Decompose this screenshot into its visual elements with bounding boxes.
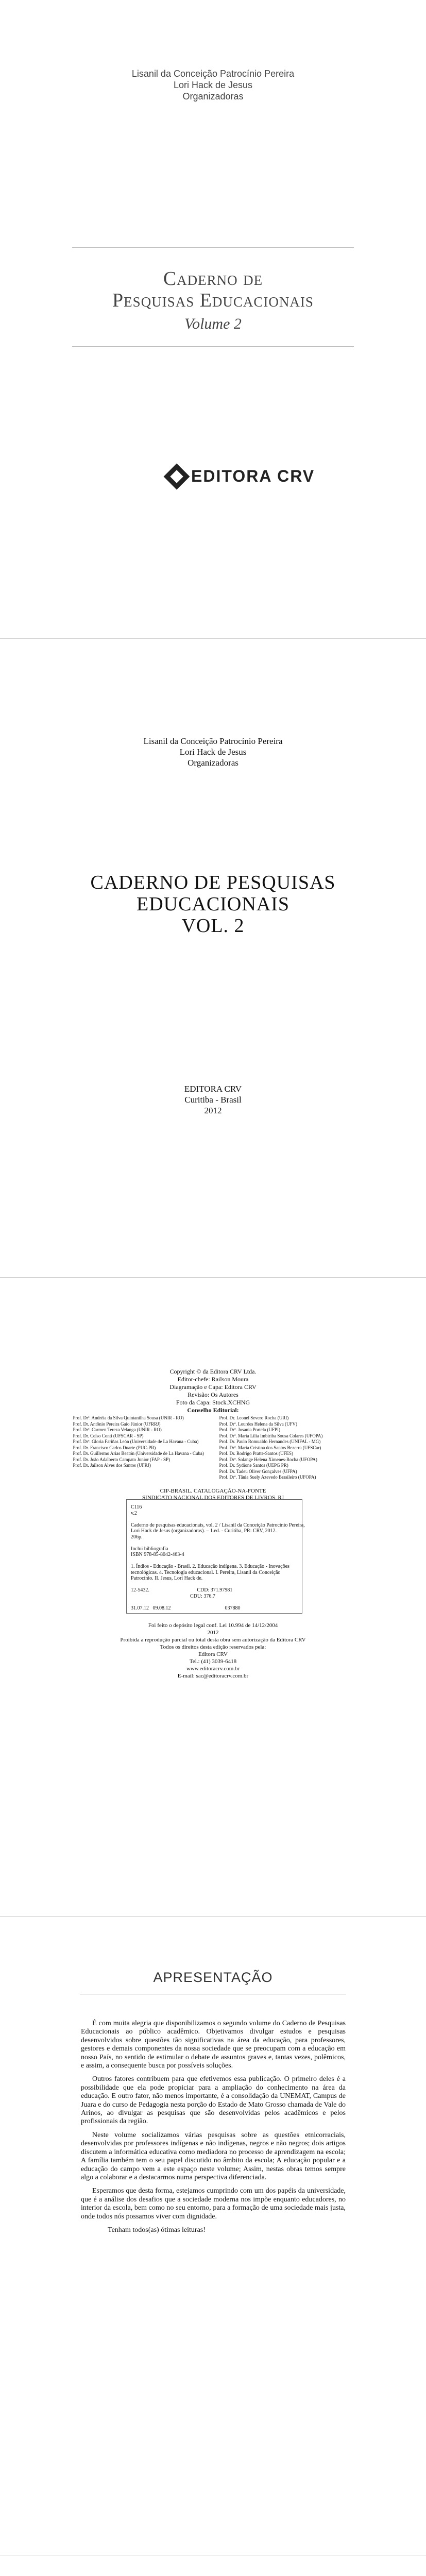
- tp-publisher: EDITORA CRV: [184, 1084, 242, 1094]
- title-page: [0, 639, 426, 1278]
- presentation-closing: Tenham todos(as) ótimas leituras!: [108, 2226, 206, 2234]
- title-page-organizers: [0, 736, 426, 768]
- publisher-logo: [167, 467, 315, 486]
- cover-name-1: Lisanil da Conceição Patrocínio Pereira: [131, 69, 295, 79]
- board-member: Prof. Dr. Guillermo Arias Beatón (Universidade de La Havana - Cuba): [73, 1451, 204, 1456]
- cover-bottom-rule: [72, 346, 354, 347]
- board-member: Prof. Drª. Josania Portela (UFPI): [219, 1427, 280, 1432]
- cip-line: C116: [131, 1504, 142, 1510]
- board-right-column: [219, 1415, 353, 1481]
- rights-notice: Proibida a reprodução parcial ou total desta obra sem autorização da Editora CRV: [120, 1637, 306, 1643]
- cip-line: 1. Índios - Educação - Brasil. 2. Educação indígena. 3. Educação - Inovações: [131, 1564, 289, 1569]
- tp-name-1: Lisanil da Conceição Patrocínio Pereira: [143, 736, 283, 746]
- board-member: Prof. Drª. Solange Helena Ximenes-Rocha (UFOPA): [219, 1456, 317, 1462]
- revision: Revisão: Os Autores: [188, 1391, 238, 1398]
- board-member: Prof. Drª. Andréia da Silva Quintanilha Sousa (UNIR - RO): [73, 1415, 184, 1420]
- board-member: Prof. Dr. Antônio Pereira Gaio Júnior (UFRRJ): [73, 1421, 161, 1427]
- presentation-body: [81, 2020, 346, 2240]
- legal-deposit: [0, 1622, 426, 1680]
- tp-organizers-label: Organizadoras: [188, 758, 238, 768]
- cover-name-2: Lori Hack de Jesus: [173, 80, 253, 90]
- board-member: Prof. Drª. Carmen Tereza Velanga (UNIR - RO): [73, 1427, 162, 1432]
- cover-organizers: [0, 68, 426, 102]
- legal-deposit-line: Foi feito o depósito legal conf. Lei 10.994 de 14/12/2004: [148, 1622, 278, 1629]
- tp-name-2: Lori Hack de Jesus: [179, 747, 247, 757]
- presentation-title: APRESENTAÇÃO: [153, 1970, 273, 1985]
- cip-line: v.2: [131, 1510, 137, 1516]
- tp-title-line3: VOL. 2: [181, 915, 245, 937]
- copyright-line: Copyright © da Editora CRV Ltda.: [169, 1368, 257, 1375]
- board-heading: Conselho Editorial:: [187, 1406, 239, 1414]
- presentation-paragraph-2: Outros fatores contribuem para que efetivemos essa publicação. O primeiro deles é a possibilidade que ela pode propiciar para a ampliação do conhecimento na área da educação. E outro fator, não menos importante, é a consolidação da UNEMAT, Campus de Juara e do curso de Pedagogia nesta porção do Estado de Mato Grosso chamada de Vale do Arinos, ao divulgar as pesquisas que são desenvolvidas pelos acadêmicos e pelos profissionais da região.: [81, 2075, 346, 2126]
- cip-line: 31.07.12 09.08.12 037880: [131, 1605, 241, 1611]
- board-member: Prof. Dr. Francisco Carlos Duarte (PUC-PR): [73, 1445, 156, 1450]
- board-member: Prof. Dr. Rodrigo Pratte-Santos (UFES): [219, 1451, 293, 1456]
- tp-title-line2: EDUCACIONAIS: [137, 893, 289, 915]
- cip-line: Lori Hack de Jesus (organizadoras). – 1.ed. - Curitiba, PR: CRV, 2012.: [131, 1528, 277, 1534]
- presentation-paragraph-1: É com muita alegria que disponibilizamos o segundo volume do Caderno de Pesquisas Educacionais ao público acadêmico. Objetivamos divulgar estudos e pesquisas desenvolvidos sobre questões tão significativas na área da educação, para professores, gestores e demais componentes da nossa sociedade que se preocupam com a educação em nosso País, no sentido de estimular o debate de assuntos graves e, tantas vezes, polêmicos, e assim, a consequente busca por possíveis soluções.: [81, 2020, 346, 2070]
- presentation-paragraph-4: Esperamos que desta forma, estejamos cumprindo com um dos papéis da universidade, que é a análise dos desafios que a sociedade moderna nos impõe enquanto educadores, no interior da escola, bem como no seu entorno, para a formação de uma sociedade mais justa, onde todos nós possamos viver com dignidade.: [81, 2187, 346, 2221]
- board-member: Prof. Dr. Jailson Alves dos Santos (UFRJ): [73, 1463, 151, 1468]
- toc-page: [0, 2555, 426, 2576]
- publisher-email: E-mail: sac@editoracrv.com.br: [177, 1673, 249, 1679]
- cip-line: Inclui bibliografia: [131, 1546, 168, 1552]
- tp-year: 2012: [204, 1106, 222, 1115]
- cover-volume: Volume 2: [184, 315, 242, 332]
- cover-title: [0, 268, 426, 311]
- rights-reserved: Todos os direitos desta edição reservados pela:: [160, 1644, 266, 1650]
- copyright-page: [0, 1278, 426, 1917]
- legal-year: 2012: [207, 1630, 219, 1636]
- cover-page: [0, 0, 426, 639]
- publisher-phone: Tel.: (41) 3039-6418: [189, 1658, 237, 1665]
- editor-chief: Editor-chefe: Railson Moura: [177, 1376, 249, 1383]
- publisher-website: www.editoracrv.com.br: [186, 1666, 240, 1672]
- layout-cover: Diagramação e Capa: Editora CRV: [169, 1383, 257, 1391]
- board-member: Prof. Drª. Tânia Suely Azevedo Brasileiro (UFOPA): [219, 1475, 316, 1480]
- cip-line: tecnológicas. 4. Tecnologia educacional. I. Pereira, Lisanil da Conceição: [131, 1569, 281, 1575]
- board-left-column: [73, 1415, 207, 1481]
- board-member: Prof. Drª. Gloria Fariñas León (Universidade de La Havana - Cuba): [73, 1439, 199, 1444]
- board-member: Prof. Dr. Paulo Romualdo Hernandes (UNIFAL - MG): [219, 1439, 321, 1444]
- cip-line: Patrocínio. II. Jesus, Lori Hack de.: [131, 1575, 203, 1581]
- publisher-name: Editora CRV: [198, 1651, 228, 1657]
- title-page-publisher: [0, 1083, 426, 1116]
- cip-line: CDU: 376.7: [131, 1593, 215, 1599]
- board-member: Prof. Drª. Lourdes Helena da Silva (UFV): [219, 1421, 297, 1427]
- copyright-block: [0, 1368, 426, 1481]
- presentation-page: [0, 1917, 426, 2555]
- cip-line: ISBN 978-85-8042-463-4: [131, 1552, 184, 1557]
- board-member: Prof. Dr. Celso Conti (UFSCAR - SP): [73, 1433, 144, 1438]
- board-member: Prof. Dr. João Adalberto Campato Junior (FAP - SP): [73, 1456, 170, 1462]
- presentation-paragraph-3: Neste volume socializamos várias pesquisas sobre as questões etnicorraciais, desenvolvidas por professores indígenas e não indígenas, negros e não negros; dois artigos discutem a informática educativa como mediadora no processo de aprendizagem na escola; A família também tem o seu papel discutido no âmbito da escola; A educação popular e a educação do campo vem a este espaço neste volume; Assim, nestas obras temos sempre algo a colaborar e a destacarmos numa perspectiva diferenciada.: [81, 2131, 346, 2181]
- board-member: Prof. Drª. Maria Cristina dos Santos Bezerra (UFSCar): [219, 1445, 321, 1450]
- tp-city: Curitiba - Brasil: [184, 1095, 242, 1105]
- cover-photo: Foto da Capa: Stock.XCHNG: [176, 1399, 250, 1406]
- cover-title-line1: Caderno de: [163, 268, 263, 290]
- editorial-board: [0, 1415, 426, 1481]
- board-member: Prof. Dr. Leonel Severo Rocha (URI): [219, 1415, 289, 1420]
- board-member: Prof. Dr. Sydione Santos (UEPG PR): [219, 1463, 288, 1468]
- cip-line: 206p.: [131, 1534, 143, 1540]
- crv-logo-icon: [164, 463, 190, 489]
- title-page-title: [0, 872, 426, 937]
- board-member: Prof. Drª. Maria Lília Imbiriba Sousa Colares (UFOPA): [219, 1433, 323, 1438]
- tp-title-line1: CADERNO DE PESQUISAS: [90, 872, 336, 893]
- cip-title-line2: SINDICATO NACIONAL DOS EDITORES DE LIVROS, RJ: [142, 1495, 284, 1501]
- cip-line: 12-5432. CDD: 371.97981: [131, 1587, 233, 1593]
- cover-organizers-label: Organizadoras: [182, 91, 244, 101]
- cover-top-rule: [72, 247, 354, 248]
- cip-title-line1: CIP-BRASIL. CATALOGAÇÃO-NA-FONTE: [160, 1488, 266, 1494]
- cip-line: Caderno de pesquisas educacionais, vol. 2 / Lisanil da Conceição Patrocínio Pereira,: [131, 1522, 305, 1528]
- board-member: Prof. Dr. Tadeu Oliver Gonçalves (UFPA): [219, 1468, 297, 1474]
- logo-text: EDITORA CRV: [191, 467, 315, 485]
- cover-title-line2: Pesquisas Educacionais: [112, 290, 314, 311]
